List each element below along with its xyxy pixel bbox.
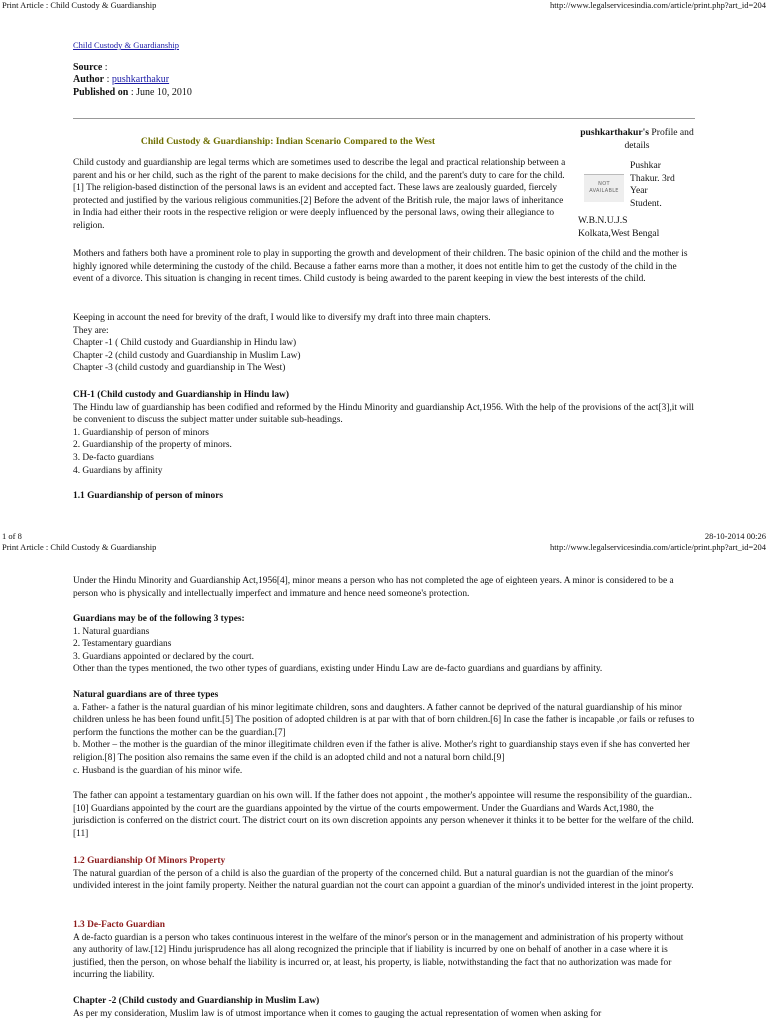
chapters-line: They are: [73,325,109,336]
list-item: 4. Guardians by affinity [73,465,163,476]
published-line: Published on : June 10, 2010 [73,86,192,98]
profile-line: W.B.N.U.J.S [578,215,628,226]
print-header-url: http://www.legalservicesindia.com/article/print.php?art_id=204 [550,542,766,552]
meta-divider [73,118,695,119]
chapter-1-section [73,389,695,477]
chapters-overview [73,312,695,375]
natural-guardian-husband: c. Husband is the guardian of his minor wife. [73,765,243,776]
list-item: 1. Natural guardians [73,626,150,637]
minor-definition-paragraph: Under the Hindu Minority and Guardianship Act,1956[4], minor means a person who has not completed the age of eighteen years. A minor is considered to be a person who is physically and intellectually imperfect and immature and hence need someone's protection. [73,576,674,599]
author-link[interactable]: pushkarthakur [111,74,170,86]
page-footer [0,531,768,553]
profile-heading: pushkarthakur's Profile and details [580,127,694,151]
chapters-line: Chapter -3 (child custody and guardianship in The West) [73,363,286,374]
natural-guardians-heading: Natural guardians are of three types [73,690,219,700]
profile-line: Year [630,185,648,197]
chapters-line: Chapter -2 (child custody and Guardianship in Muslim Law) [73,350,301,361]
section-1-2-heading: 1.2 Guardianship Of Minors Property [73,856,226,866]
section-1-2 [73,855,695,893]
list-item: 3. De-facto guardians [73,452,154,463]
section-1-3 [73,919,695,982]
article-title: Child Custody & Guardianship: Indian Scenario Compared to the West [140,136,436,147]
article-meta [73,39,695,99]
chapter-2-heading: Chapter -2 (Child custody and Guardianship in Muslim Law) [73,996,320,1006]
section-1-2-text: The natural guardian of the person of a child is also the guardian of the property of the concerned child. But a natural guardian is not the guardian of the minor's undivided interest in the joint family property. Neither the natural guardian not the court can appoint a guardian of the minor's undivided interest in the joint property. [73,868,694,892]
section-1-3-text: A de-facto guardian is a person who takes continuous interest in the welfare of the minor's person or in the management and administration of his property without any authority of law.[12] Hindu jurisprudence has all along recognized the principle that if liability is incurred by one on behalf of another in a case where it is justified, then the person, on whose behalf the liability is incurred or, at least, his property, is liable, notwithstanding the fact that no authorization was made for incurring the liability. [73,932,684,981]
print-header-title: Print Article : Child Custody & Guardianship [2,542,157,552]
author-line: Author : pushkarthakur [73,74,170,86]
profile-line: Thakur. 3rd [630,172,675,184]
natural-guardian-father: a. Father- a father is the natural guardian of his minor legitimate children, sons and daughters. A father cannot be deprived of the natural guardianship of his minor children unless he has been found unfit.[5] The position of adopted children is at par with that of born children.[6] In case the father is incapable ,or fails or refuses to perform the functions the mother can be the guardian.[7] [73,702,695,738]
guardian-types-section [73,613,695,676]
page-count: 1 of 8 [2,531,22,541]
print-header-url: http://www.legalservicesindia.com/article/print.php?art_id=204 [550,0,766,10]
list-item: 2. Guardianship of the property of minors. [73,440,232,451]
source-line: Source : [73,61,108,73]
list-item: Other than the types mentioned, the two other types of guardians, existing under Hindu Law are de-facto guardians and guardians by affinity. [73,664,603,675]
list-item: 1. Guardianship of person of minors [73,427,209,438]
chapters-line: Keeping in account the need for brevity of the draft, I would like to diversify my draft into three main chapters. [73,313,491,323]
article-title-link[interactable]: Child Custody & Guardianship [73,40,180,50]
natural-guardian-mother: b. Mother – the mother is the guardian of the minor illegitimate children even if the father is alive. Mother's right to guardianship stays even if she has converted her religion.[8] The position also remains the same even if the child is an adopted child and not a natural born child.[9] [73,740,690,763]
print-header-title: Print Article : Child Custody & Guardianship [2,0,157,10]
section-1-1-heading: 1.1 Guardianship of person of minors [73,491,224,501]
profile-photo-placeholder: NOT AVAILABLE [584,174,624,202]
chapter-2-section [73,995,695,1020]
natural-guardians-section [73,689,695,777]
guardian-types-heading: Guardians may be of the following 3 types: [73,614,245,624]
chapters-line: Chapter -1 ( Child custody and Guardianship in Hindu law) [73,338,297,349]
profile-line: Pushkar [630,160,661,172]
section-1-3-heading: 1.3 De-Facto Guardian [73,920,165,930]
chapter-1-heading: CH-1 (Child custody and Guardianship in Hindu law) [73,390,289,400]
parents-paragraph: Mothers and fathers both have a prominent role to play in supporting the growth and development of their children. The basic opinion of the child and the mother is highly ignored while determining the custody of the child. Because a father earns more than a mother, it does not entitle him to get the custody of the child in the event of a divorce. This situation is changing in recent times. Child custody is being awarded to the parent keeping in view the best interests of the child. [73,249,688,285]
intro-paragraph: Child custody and guardianship are legal terms which are sometimes used to describe the legal and practical relationship between a parent and his or her child, such as the right of the parent to make decisions for the child, and the parent's duty to care for the child.[1] The religion-based distinction of the personal laws is an evident and accepted fact. These laws are zealously guarded, fiercely protected and justified by the various religious communities.[2] Before the advent of the British rule, the major laws of inheritance in India had either their roots in the respective religion or were deeply influenced by the personal laws, owing their allegiance to religion. [73,158,566,231]
print-header [0,0,768,12]
profile-line: Kolkata,West Bengal [578,228,660,239]
author-profile [578,127,696,239]
list-item: 3. Guardians appointed or declared by the court. [73,651,254,662]
chapter-1-text: The Hindu law of guardianship has been codified and reformed by the Hindu Minority and guardianship Act,1956. With the help of the provisions of the act[3],it will be convenient to discuss the subject matter under suitable sub-headings. [73,402,694,426]
profile-line: Student. [630,197,662,209]
print-date: 28-10-2014 00:26 [704,531,766,541]
list-item: 2. Testamentary guardians [73,639,172,650]
testamentary-paragraph: The father can appoint a testamentary guardian on his own will. If the father does not appoint , the mother's appointee will resume the responsibility of the guardian..[10] Guardians appointed by the court are the guardians appointed by the virtue of the courts empowerment. Under the Guardians and Wards Act,1980, the jurisdiction is conferred on the district court. The district court on its own discretion appoints any person whenever it thinks it to be better for the welfare of the child.[11] [73,791,694,839]
chapter-2-text: As per my consideration, Muslim law is of utmost importance when it comes to gauging the actual representation of women when asking for [73,1008,602,1019]
